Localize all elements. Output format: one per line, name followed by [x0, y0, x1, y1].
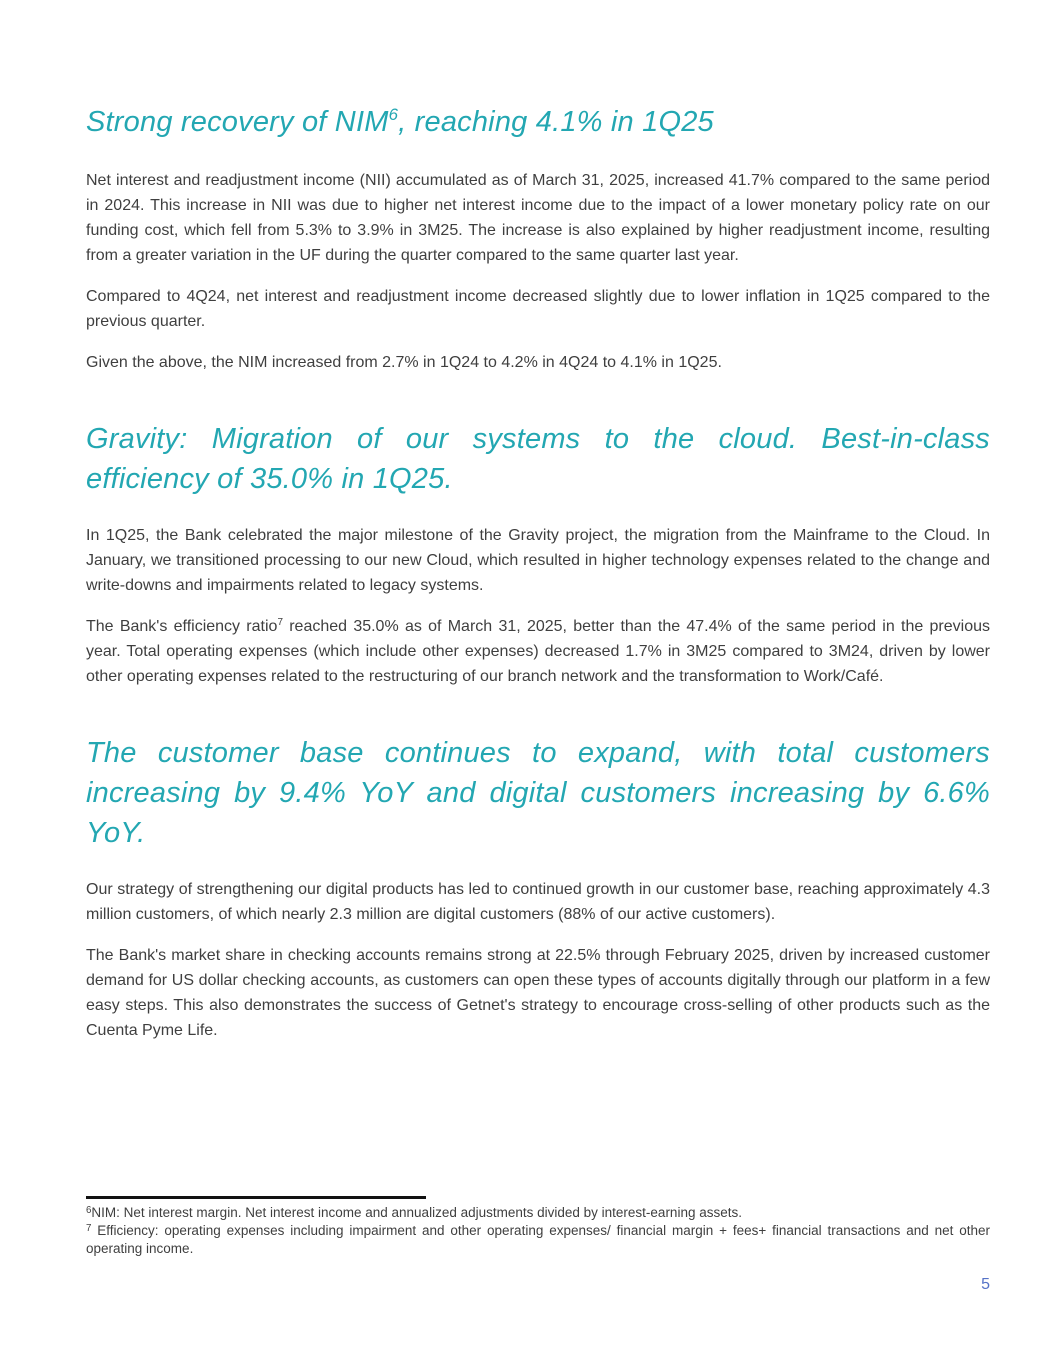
paragraph-gravity-milestone: In 1Q25, the Bank celebrated the major milestone of the Gravity project, the migration from the Mainframe to the Cloud. In January, we transitioned processing to our new Cloud, which resulted in higher technology expenses related to the change and write-downs and impairments related to legacy systems. — [86, 527, 990, 594]
paragraph-nim-evolution: Given the above, the NIM increased from 2.7% in 1Q24 to 4.2% in 4Q24 to 4.1% in 1Q25. — [86, 354, 722, 371]
footnote-text: NIM: Net interest margin. Net interest income and annualized adjustments divided by interest-earning assets. — [91, 1205, 742, 1220]
footnote-marker-6: 6 — [86, 1205, 92, 1216]
footnote-text: Efficiency: operating expenses including impairment and other operating expenses/ financial margin + fees+ financial transactions and net other operating income. — [86, 1223, 990, 1256]
footnote-7 — [86, 1222, 990, 1258]
footnote-marker-7: 7 — [86, 1223, 92, 1234]
section-heading-customer-base: The customer base continues to expand, with total customers increasing by 9.4% YoY and digital customers increasing by 6.6% YoY. — [86, 737, 990, 849]
paragraph-market-share: The Bank's market share in checking accounts remains strong at 22.5% through February 2025, driven by increased customer demand for US dollar checking accounts, as customers can open these types of accounts digitally through our platform in a few easy steps. This also demonstrates the success of Getnet's strategy to encourage cross-selling of other products such as the Cuenta Pyme Life. — [86, 947, 990, 1039]
heading-text: Strong recovery of NIM — [86, 106, 389, 138]
paragraph-digital-strategy: Our strategy of strengthening our digital products has led to continued growth in our customer base, reaching approximately 4.3 million customers, of which nearly 2.3 million are digital customers (88% of our active customers). — [86, 881, 990, 923]
section-heading-nim-recovery — [86, 102, 990, 142]
paragraph-text: The Bank's efficiency ratio — [86, 618, 278, 635]
paragraph-nii-growth: Net interest and readjustment income (NII) accumulated as of March 31, 2025, increased 41.7% compared to the same period in 2024. This increase in NII was due to higher net interest income due to the impact of a lower monetary policy rate on our funding cost, which fell from 5.3% to 3.9% in 3M25. The increase is also explained by higher readjustment income, resulting from a greater variation in the UF during the quarter compared to the same quarter last year. — [86, 172, 990, 264]
heading-text: , reaching 4.1% in 1Q25 — [398, 106, 714, 138]
paragraph-efficiency-ratio — [86, 614, 990, 689]
footnote-reference-7: 7 — [277, 617, 283, 628]
section-heading-gravity: Gravity: Migration of our systems to the cloud. Best-in-class efficiency of 35.0% in 1Q25. — [86, 423, 990, 495]
page-number: 5 — [981, 1276, 990, 1293]
paragraph-nii-vs-4q24: Compared to 4Q24, net interest and readjustment income decreased slightly due to lower inflation in 1Q25 compared to the previous quarter. — [86, 288, 990, 330]
footnote-divider — [86, 1196, 426, 1199]
footnote-6 — [86, 1204, 990, 1222]
footnotes-block — [86, 1196, 990, 1258]
paragraph-text: reached 35.0% as of March 31, 2025, better than the 47.4% of the same period in the previous year. Total operating expenses (which include other expenses) decreased 1.7% in 3M25 compared to 3M24, driven by lower other operating expenses related to the restructuring of our branch network and the transformation to Work/Café. — [86, 618, 990, 685]
footnote-reference-6: 6 — [388, 105, 399, 124]
